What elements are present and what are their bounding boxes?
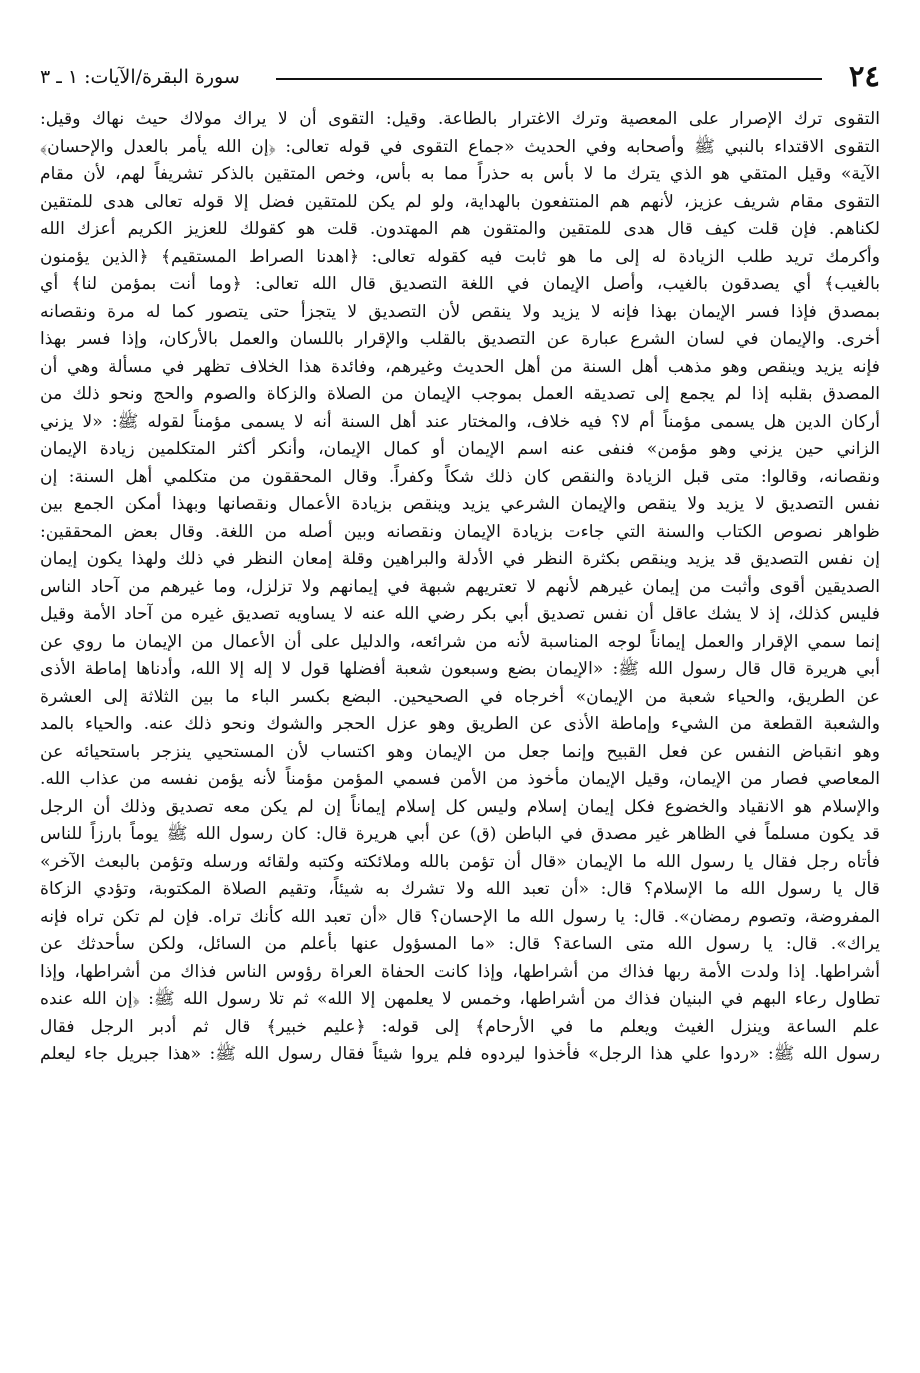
text-line: التقوى ترك الإصرار على المعصية وترك الاغترار بالطاعة. وقيل: التقوى أن لا يراك مولاك حيث نهاك وقيل: (40, 109, 880, 129)
text-line: أركان الدين هل يسمى مؤمناً أم لا؟ فيه خلاف، والمختار عند أهل السنة أنه لا يسمى مؤمناً لقوله ﷺ: «لا يزني (40, 411, 880, 432)
text-line: الصديقين أقوى وأثبت من إيمان غيرهم لأنهم لا تعتريهم شبهة في إيمانهم ولا تزلزل، وما غيرهم من آحاد الناس (40, 576, 880, 597)
text-line: والإسلام هو الانقياد والخضوع فكل إيمان إسلام وليس كل إسلام إيماناً إن لم يكن معه تصديق وذلك أن الرجل (40, 796, 880, 817)
text-line: فليس كذلك، إذ لا يشك عاقل أن نفس تصديق أبي بكر رضي الله عنه لا يساويه تصديق غيره من آحاد الأمة وقيل (40, 604, 880, 624)
running-title: سورة البقرة/الآيات: ١ ـ ٣ (40, 66, 240, 88)
text-line: الآية» وقيل المتقي هو الذي يترك ما لا بأس به حذراً مما به بأس، وخص المتقين بالذكر تشريفاً لهم، لأن مقام (40, 164, 880, 184)
text-line: بمصدق فإذا فسر الإيمان بهذا فإنه لا يزيد ولا ينقص لأن التصديق لا يتجزأ حتى يتصور كما له مرة ونقصانه (40, 301, 880, 322)
text-line: المفروضة، وتصوم رمضان». قال: يا رسول الله ما الإحسان؟ قال «أن تعبد الله كأنك تراه. فإن لم تكن تراه فإنه (40, 906, 880, 927)
text-line: فأتاه رجل فقال يا رسول الله ما الإيمان «قال أن تؤمن بالله وملائكته وكتبه ولقائه ورسله وتؤمن بالبعث الآخر» (40, 851, 880, 872)
header-rule (276, 78, 822, 80)
text-line: أخرى. والإيمان في لسان الشرع عبارة عن التصديق بالقلب والإقرار باللسان والعمل بالأركان، وإذا فسر بهذا (40, 329, 880, 349)
text-line: التقوى الاقتداء بالنبي ﷺ وأصحابه وفي الحديث «جماع التقوى في قوله تعالى: ﴿إن الله يأمر بالعدل والإحسان﴾ (40, 136, 880, 157)
text-line: ظواهر نصوص الكتاب والسنة التي جاءت بزيادة الإيمان ونقصانه وبين أصله من اللغة. وقال بعض المحققين: (40, 521, 880, 542)
text-line: عن الطريق، والحياء شعبة من الإيمان» أخرجاه في الصحيحين. البضع بكسر الباء ما بين الثلاثة إلى العشرة (40, 686, 880, 707)
text-line: إنما سمي الإقرار والعمل إيماناً لوجه المناسبة لأنه من شرائعه، والدليل على أن الأعمال من الإيمان ما روي عن (40, 631, 880, 652)
text-line: أشراطها. إذا ولدت الأمة ربها فذاك من أشراطها، وإذا كانت الحفاة العراة رؤوس الناس فذاك من أشراطها، وإذا (40, 961, 880, 982)
page-number: ٢٤ (848, 59, 880, 93)
page-header (36, 58, 884, 94)
body-text (40, 106, 880, 1069)
text-line: نفس التصديق لا يزيد ولا ينقص والإيمان الشرعي يزيد وينقص بزيادة الأعمال ونقصانها وبهذا أمكن الجمع بين (40, 494, 880, 514)
text-line: بالغيب﴾ أي يصدقون بالغيب، وأصل الإيمان في اللغة التصديق قال الله تعالى: ﴿وما أنت بمؤمن لنا﴾ أي (40, 274, 880, 294)
text-line: إن نفس التصديق قد يزيد وينقص بكثرة النظر في الأدلة والبراهين وقلة إمعان النظر في ذلك ولهذا يكون إيمان (40, 549, 880, 569)
text-line: ونقصانه، وقالوا: متى قبل الزيادة والنقص كان ذلك شكاً وكفراً. وقال المحققون من متكلمي أهل السنة: إن (40, 466, 880, 487)
text-line: علم الساعة وينزل الغيث ويعلم ما في الأرحام﴾ إلى قوله: ﴿عليم خبير﴾ قال ثم أدبر الرجل فقال (40, 1016, 880, 1037)
text-line: قد يكون مسلماً في الظاهر غير مصدق في الباطن (ق) عن أبي هريرة قال: كان رسول الله ﷺ يوماً بارزاً للناس (40, 824, 880, 844)
text-line: لكناهم. فإن قلت كيف قال هدى للمتقين والمتقون هم المهتدون. قلت هو كقولك للعزيز الكريم أعزك الله (40, 219, 880, 239)
text-line: أبي هريرة قال قال رسول الله ﷺ: «الإيمان بضع وسبعون شعبة أفضلها قول لا إله إلا الله، وأدناها إماطة الأذى (40, 659, 880, 679)
text-line: رسول الله ﷺ: «ردوا علي هذا الرجل» فأخذوا ليردوه فلم يروا شيئاً فقال رسول الله ﷺ: «هذا جبريل جاء ليعلم (40, 1044, 880, 1064)
text-line: والشعبة القطعة من الشيء وإماطة الأذى عن الطريق وهو عزل الحجر والشوك ونحو ذلك عنه. والحياء بالمد (40, 714, 880, 734)
text-line: فإنه يزيد وينقص وهو مذهب أهل السنة من أهل الحديث وغيرهم، وفائدة هذا الخلاف تظهر في مسألة وهي أن (40, 356, 880, 377)
text-line: وهو انقباض النفس عن فعل القبيح وإنما جعل من الإيمان وهو اكتساب لأن المستحيي ينزجر باستحيائه عن (40, 741, 880, 762)
text-line: قال يا رسول الله ما الإسلام؟ قال: «أن تعبد الله ولا تشرك به شيئاً، وتقيم الصلاة المكتوبة، وتؤدي الزكاة (40, 879, 880, 899)
text-line: يراك». قال: يا رسول الله متى الساعة؟ قال: «ما المسؤول عنها بأعلم من السائل، ولكن سأحدثك عن (40, 934, 880, 954)
text-line: تطاول رعاء البهم في البنيان فذاك من أشراطها، وخمس لا يعلمهن إلا الله» ثم تلا رسول الله ﷺ: ﴿إن الله عنده (40, 989, 880, 1009)
text-line: وأكرمك تريد طلب الزيادة له إلى ما هو ثابت فيه كقوله تعالى: ﴿اهدنا الصراط المستقيم﴾ ﴿الذين يؤمنون (40, 246, 880, 267)
text-line: المعاصي فصار من الإيمان، وقيل الإيمان مأخوذ من الأمن فسمي المؤمن مؤمناً لأنه يؤمن نفسه من عذاب الله. (40, 769, 880, 789)
text-line: الزاني حين يزني وهو مؤمن» فنفى عنه اسم الإيمان أو كمال الإيمان، وأنكر أكثر المتكلمين زيادة الإيمان (40, 439, 880, 459)
text-line: المصدق بقلبه إذا لم يجمع إلى تصديقه العمل بموجب الإيمان من الصلاة والزكاة والصوم والحج ونحو ذلك من (40, 384, 880, 404)
text-line: التقوى مقام شريف عزيز، لأنهم هم المنتفعون بالهداية، ولو لم يكن للمتقين فضل إلا قوله تعالى هدى للمتقين (40, 191, 880, 212)
